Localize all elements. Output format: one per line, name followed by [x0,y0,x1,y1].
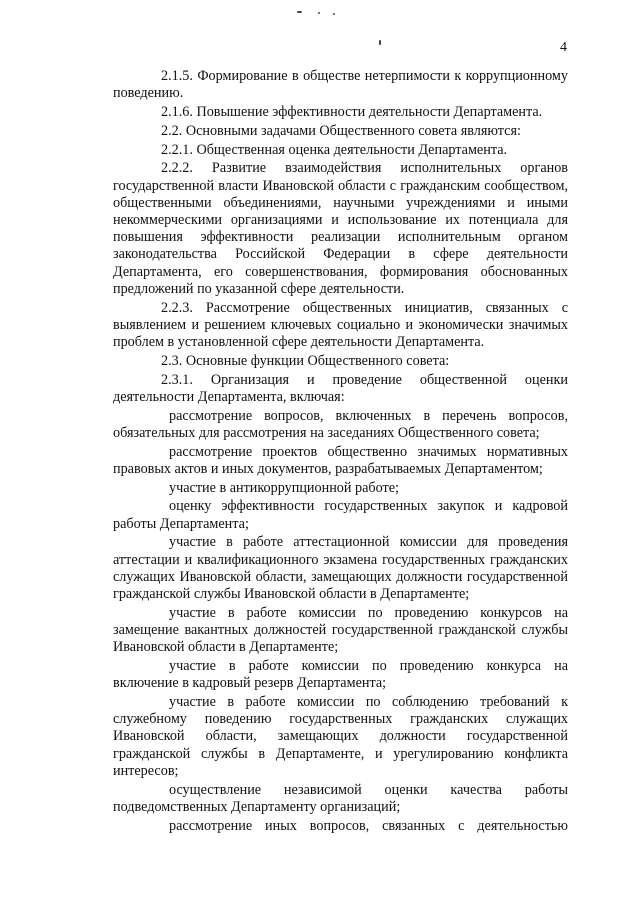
paragraph: оценку эффективности государственных закупок и кадровой работы Департамента; [113,498,568,532]
scan-speck [379,40,381,45]
paragraph: участие в работе аттестационной комиссии для проведения аттестации и квалификационного экзамена государственных гражданских служащих Ивановской области, замещающих должности государственной гражданской службы Ивановской области в Департаменте; [113,534,568,603]
paragraph: участие в работе комиссии по соблюдению требований к служебному поведению государственных гражданских служащих Ивановской области, замещающих должности государственной гражданской службы в Департаменте, и урегулированию конфликта интересов; [113,694,568,779]
paragraph: участие в работе комиссии по проведению конкурса на включение в кадровый резерв Департамента; [113,658,568,692]
paragraph: рассмотрение вопросов, включенных в перечень вопросов, обязательных для рассмотрения на заседаниях Общественного совета; [113,407,568,441]
scan-speck [318,12,320,14]
paragraph: участие в работе комиссии по проведению конкурсов на замещение вакантных должностей государственной гражданской службы Ивановской области в Департаменте; [113,604,568,656]
document-body [113,68,568,836]
paragraph: осуществление независимой оценки качества работы подведомственных Департаменту организаций; [113,781,568,815]
paragraph: 2.3. Основные функции Общественного совета: [161,352,450,369]
scan-speck [333,13,335,15]
scan-speck [297,11,302,13]
paragraph: 2.3.1. Организация и проведение общественной оценки деятельности Департамента, включая: [113,371,568,405]
paragraph: 2.2.2. Развитие взаимодействия исполнительных органов государственной власти Ивановской области с гражданским сообществом, общественными объединениями, научными учреждениями и иными некоммерческими организациями и использование их потенциала для повышения эффективности реализации исполнительным органом законодательства Российской Федерации в сфере деятельности Департамента, его совершенствования, формирования обоснованных предложений по указанной сфере деятельности. [113,160,568,297]
paragraph: 2.2.3. Рассмотрение общественных инициатив, связанных с выявлением и решением ключевых социально и экономически значимых проблем в установленной сфере деятельности Департамента. [113,299,568,351]
page-number: 4 [560,40,567,55]
paragraph: рассмотрение иных вопросов, связанных с деятельностью [169,817,568,834]
paragraph: рассмотрение проектов общественно значимых нормативных правовых актов и иных документов, разрабатываемых Департаментом; [113,443,568,477]
paragraph: 2.1.5. Формирование в обществе нетерпимости к коррупционному поведению. [113,68,568,102]
paragraph: 2.1.6. Повышение эффективности деятельности Департамента. [161,104,543,120]
paragraph: 2.2. Основными задачами Общественного совета являются: [161,122,521,139]
paragraph: участие в антикоррупционной работе; [169,479,399,496]
paragraph: 2.2.1. Общественная оценка деятельности Департамента. [161,141,508,158]
